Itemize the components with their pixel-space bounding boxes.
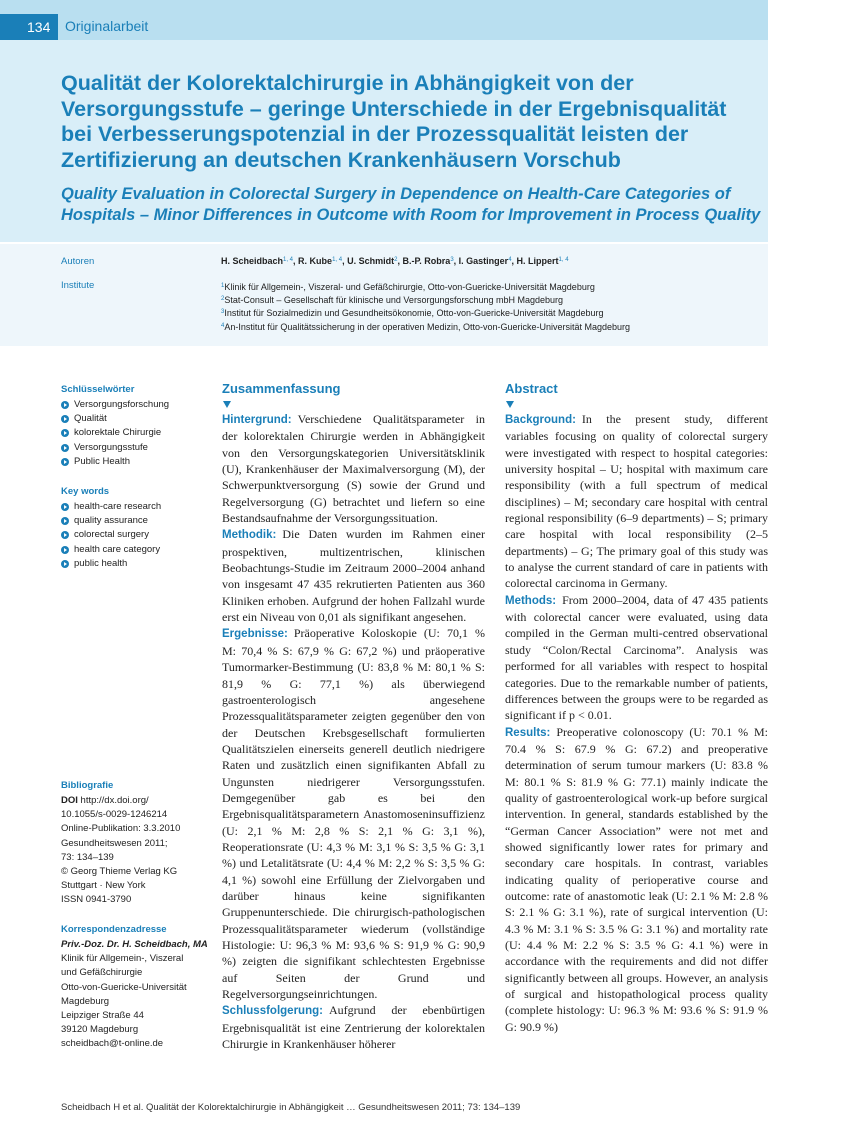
author-affiliation-mark: 1, 4 bbox=[283, 257, 294, 263]
keyword-text: colorectal surgery bbox=[74, 529, 149, 541]
arrow-bullet-icon bbox=[61, 401, 69, 409]
section-label: Originalarbeit bbox=[65, 18, 149, 34]
abstract-text bbox=[505, 411, 768, 1035]
correspondence-line: scheidbach@t-online.de bbox=[61, 1038, 164, 1050]
correspondence-block bbox=[61, 938, 211, 1052]
arrow-bullet-icon bbox=[61, 503, 69, 511]
abstract-section-text: From 2000–2004, data of 47 435 patients with colorectal cancer were evaluated, using data compiled in the German multi-centred observational study “Colon/Rectal Carcinoma”. Analysis was performed for all variables with respect to hospital categories. Due to the remarkable number of patients, differences between the groups were to be regarded as significant if p < 0.01. bbox=[505, 592, 768, 723]
author-affiliation-mark: 1, 4 bbox=[558, 257, 569, 263]
institute-number: 4 bbox=[221, 322, 225, 329]
arrow-bullet-icon bbox=[61, 429, 69, 437]
keyword-text: Versorgungsforschung bbox=[74, 399, 170, 410]
correspondence-name: Priv.-Doz. Dr. H. Scheidbach, MA bbox=[61, 939, 208, 950]
zusammenfassung-heading: Zusammenfassung bbox=[222, 381, 341, 396]
institute-item bbox=[221, 306, 630, 319]
keyword-item bbox=[61, 514, 161, 528]
zusammenfassung-paragraph bbox=[222, 526, 485, 625]
institute-item bbox=[221, 293, 630, 306]
bibliography-heading: Bibliografie bbox=[61, 780, 114, 791]
institute-item bbox=[221, 280, 630, 293]
zusammenfassung-paragraph bbox=[222, 625, 485, 1002]
bibliography-line: Online-Publikation: 3.3.2010 bbox=[61, 823, 181, 835]
institute-number: 2 bbox=[221, 296, 225, 303]
bibliography-block bbox=[61, 794, 211, 908]
correspondence-line: und Gefäßchirurgie bbox=[61, 967, 143, 979]
zusammenfassung-section-text: Verschiedene Qualitätsparameter in der kolorektalen Chirurgie werden in Abhängigkeit von den Versorgungskategorien Universitätsklinik (U), Krankenhäuser der Maximalversorgung (M), der Schwerpunktversorgung (S) sowie der Grund und Regelversorgung (G) betrachtet und liefern so eine Bestandsaufnahme der Versorgungssituation. bbox=[222, 412, 485, 526]
keyword-item bbox=[61, 426, 169, 440]
zusammenfassung-section-label: Schlussfolgerung: bbox=[222, 1005, 323, 1018]
institutes-label: Institute bbox=[61, 280, 95, 291]
arrow-bullet-icon bbox=[61, 458, 69, 466]
author-affiliation-mark: 4 bbox=[508, 257, 512, 263]
zusammenfassung-section-label: Ergebnisse: bbox=[222, 628, 288, 641]
title-german: Qualität der Kolorektalchirurgie in Abhängigkeit von der Versorgungsstufe – geringe Unterschiede in der Ergebnisqualität bei Verbesserungspotenzial in der Prozessqualität leisten der Zertifizierung an deutschen Krankenhäusern Vorschub bbox=[61, 71, 727, 172]
institute-name: An-Institut für Qualitätssicherung in der operativen Medizin, Otto-von-Guericke-Universität Magdeburg bbox=[224, 321, 631, 332]
correspondence-line: Leipziger Straße 44 bbox=[61, 1010, 144, 1022]
arrow-bullet-icon bbox=[61, 517, 69, 525]
zusammenfassung-section-text: Präoperative Koloskopie (U: 70,1 % M: 70,4 % S: 67,9 % G: 67,2 %) und präoperative Tumormarker-Bestimmung (U: 83,8 % M: 80,1 % S: 81,9 % G: 77,1 %) als überwiegend gastroenterologisch angesehene Prozessqualitätsparameter zeigten gegenüber den von der Deutschen Krebsgesellschaft formulierten Qualitätszielen einerseits generell deutlich niedrigere Raten und zusätzlich einen signifikanten Abfall zu Ungunsten niedrigerer Versorgungsstufen. Demgegenüber gab es bei den Ergebnisqualitätsparametern Anastomoseninsuffizienz (U: 2,1 % M: 2,8 % S: 2,1 % G: 3,1 %), Reoperationsrate (U: 4,3 % M: 3,1 % S: 3,5 % G: 3,1 %) und Letalitätsrate (U: 4,4 % M: 2,2 % S: 3,5 % G: 4,1 %) sowohl eine Erfüllung der Zielvorgaben und darüber hinaus keine signifikanten Gruppenunterschiede. Die chirurgisch-pathologischen Prozessqualitätsparameter wiederum (vollständige Histologie: U: 96,3 % M: 93,6 % S: 91,9 % G: 90,9 %) zeigten die signifikant schlechtesten Ergebnisse auf Seiten der Grund und Regelversorgungseinrichtungen. bbox=[222, 626, 485, 1002]
abstract-section-text: Preoperative colonoscopy (U: 70.1 % M: 70.4 % S: 67.9 % G: 67.2) and preoperative determination of serum tumour markers (U: 83.8 % M: 80.1 % S: 81.9 % G: 77.1) mainly indicate the quality of gastroenterological work-up before surgical intervention. In general, standards established by the “German Cancer Association” were not met and showed significantly lower rates for primary and secondary care hospitals. In contrast, variables indicating quality of perioperative course and outcome: rate of anastomotic leak (U: 2.1 % M: 2.8 % S: 2.1 % G: 3.1 %), rate of surgical intervention (U: 4.3 % M: 3.1 % S: 3.5 % G: 3.1 %) and mortality rate (U: 4.4 % M: 2.2 % S: 3.5 % G: 4.1 %) were in accordance with the requirements and did not differ significantly between all groups. However, an analysis of surgical and histopathological process quality (complete histology: U: 96.3 % M: 93.6 % S: 91.9 % G: 90.9 %) bbox=[505, 724, 768, 1034]
institute-name: Klinik für Allgemein-, Viszeral- und Gefäßchirurgie, Otto-von-Guericke-Universität Magdeburg bbox=[224, 282, 595, 292]
arrow-down-icon bbox=[506, 401, 514, 408]
keywords-de-list bbox=[61, 398, 169, 469]
abstract-section-label: Results: bbox=[505, 726, 551, 739]
bibliography-line: 73: 134–139 bbox=[61, 851, 114, 863]
author-name: H. Scheidbach bbox=[221, 256, 284, 266]
abstract-paragraph bbox=[505, 592, 768, 724]
abstract-heading: Abstract bbox=[505, 381, 558, 396]
doi-link: http://dx.doi.org/ bbox=[80, 795, 149, 806]
abstract-section-label: Background: bbox=[505, 414, 576, 426]
keyword-item bbox=[61, 557, 161, 571]
arrow-bullet-icon bbox=[61, 531, 69, 539]
author-name: R. Kube bbox=[298, 256, 333, 266]
keyword-item bbox=[61, 528, 161, 542]
author-name: I. Gastinger bbox=[458, 256, 509, 266]
institute-name: Stat-Consult – Gesellschaft für klinische und Versorgungsforschung mbH Magdeburg bbox=[224, 295, 564, 306]
citation-footer: Scheidbach H et al. Qualität der Kolorektalchirurgie in Abhängigkeit … Gesundheitswesen 2011; 73: 134–139 bbox=[61, 1102, 521, 1113]
bibliography-line: ISSN 0941-3790 bbox=[61, 894, 132, 906]
zusammenfassung-column bbox=[222, 381, 485, 1052]
institute-number: 3 bbox=[221, 309, 225, 316]
page-number: 134 bbox=[0, 14, 58, 40]
zusammenfassung-section-text: Die Daten wurden im Rahmen einer prospektiven, multizentrischen, klinischen Beobachtungs-Studie im Zeitraum 2000–2004 anhand von insgesamt 47 435 rekrutierten Patienten aus 360 Kliniken erhoben. Aufgrund der hohen Fallzahl wurde erst ein Niveau von 0,01 als signifikant angesehen. bbox=[222, 527, 485, 625]
abstract-section-label: Methods: bbox=[505, 594, 557, 607]
author-affiliation-mark: 1, 4 bbox=[332, 257, 343, 263]
zusammenfassung-section-text: Aufgrund der ebenbürtigen Ergebnisqualität ist eine Zentrierung der kolorektalen Chirurgie in Krankenhäuser höherer bbox=[222, 1003, 485, 1052]
keyword-text: quality assurance bbox=[74, 515, 148, 527]
correspondence-line: 39120 Magdeburg bbox=[61, 1024, 139, 1036]
keyword-item bbox=[61, 441, 169, 455]
correspondence-heading: Korrespondenzadresse bbox=[61, 924, 167, 935]
author-name: B.-P. Robra bbox=[402, 256, 451, 266]
keyword-text: kolorektale Chirurgie bbox=[74, 427, 162, 439]
abstract-column bbox=[505, 381, 768, 1035]
bibliography-line: Stuttgart · New York bbox=[61, 880, 146, 892]
correspondence-line: Klinik für Allgemein-, Viszeral bbox=[61, 953, 184, 965]
arrow-bullet-icon bbox=[61, 444, 69, 452]
abstract-paragraph bbox=[505, 724, 768, 1036]
authors-label: Autoren bbox=[61, 256, 95, 267]
author-affiliation-mark: 3 bbox=[450, 257, 454, 263]
zusammenfassung-section-label: Methodik: bbox=[222, 529, 277, 542]
keyword-text: Versorgungsstufe bbox=[74, 441, 148, 453]
arrow-down-icon bbox=[223, 401, 231, 408]
title-english: Quality Evaluation in Colorectal Surgery in Dependence on Health-Care Categories of Hospitals – Minor Differences in Outcome with Room for Improvement in Process Quality bbox=[61, 185, 761, 224]
zusammenfassung-text bbox=[222, 411, 485, 1052]
keyword-item bbox=[61, 543, 161, 557]
institute-list bbox=[221, 280, 630, 333]
keyword-item bbox=[61, 500, 161, 514]
institute-item bbox=[221, 320, 630, 333]
keyword-text: public health bbox=[74, 557, 128, 569]
arrow-bullet-icon bbox=[61, 415, 69, 423]
author-list: H. Scheidbach$^{1, 4}$, R. Kube$^{1, 4}$, U. Schmidt$^2$, B.-P. Robra$^3$, I. Gastinger$^4$, H. Lippert$^{1, 4}$ bbox=[221, 256, 569, 266]
institute-number: 1 bbox=[221, 283, 225, 289]
keyword-text: health-care research bbox=[74, 501, 162, 512]
keyword-text: Public Health bbox=[74, 455, 130, 467]
arrow-bullet-icon bbox=[61, 560, 69, 568]
bibliography-line bbox=[61, 794, 211, 808]
keyword-text: health care category bbox=[74, 543, 161, 555]
abstract-paragraph bbox=[505, 411, 768, 592]
abstract-section-text: In the present study, different variables focusing on quality of colorectal surgery were investigated with respect to hospital categories: university hospital – U; hospital with maximum care responsibility (with a full spectrum of medical disciplines) – M; secondary care hospital with central regional responsibility (6–9 departments) – S; primary care hospital with local responsibility (2–5 departments) – G; The primary goal of this study was to analyse the current standard of care in patients with colorectal carcinoma in Germany. bbox=[505, 412, 768, 591]
author-name: U. Schmidt bbox=[347, 256, 395, 266]
zusammenfassung-section-label: Hintergrund: bbox=[222, 414, 292, 426]
institute-name: Institut für Sozialmedizin und Gesundheitsökonomie, Otto-von-Guericke-Universität Magdeburg bbox=[224, 308, 604, 319]
correspondence-line: Otto-von-Guericke-Universität bbox=[61, 981, 187, 993]
keywords-de-heading: Schlüsselwörter bbox=[61, 384, 135, 395]
keyword-item bbox=[61, 412, 169, 426]
keyword-text: Qualität bbox=[74, 413, 107, 425]
doi-label: DOI bbox=[61, 795, 78, 806]
bibliography-line: © Georg Thieme Verlag KG bbox=[61, 866, 178, 878]
zusammenfassung-paragraph bbox=[222, 411, 485, 526]
bibliography-line: 10.1055/s-0029-1246214 bbox=[61, 809, 168, 821]
keyword-item bbox=[61, 398, 169, 412]
author-affiliation-mark: 2 bbox=[394, 257, 398, 263]
correspondence-line: Magdeburg bbox=[61, 995, 110, 1007]
keywords-en-list bbox=[61, 500, 161, 571]
arrow-bullet-icon bbox=[61, 546, 69, 554]
zusammenfassung-paragraph bbox=[222, 1002, 485, 1052]
author-name: H. Lippert bbox=[516, 256, 559, 266]
bibliography-line: Gesundheitswesen 2011; bbox=[61, 837, 168, 849]
keywords-en-heading: Key words bbox=[61, 486, 110, 497]
keyword-item bbox=[61, 455, 169, 469]
